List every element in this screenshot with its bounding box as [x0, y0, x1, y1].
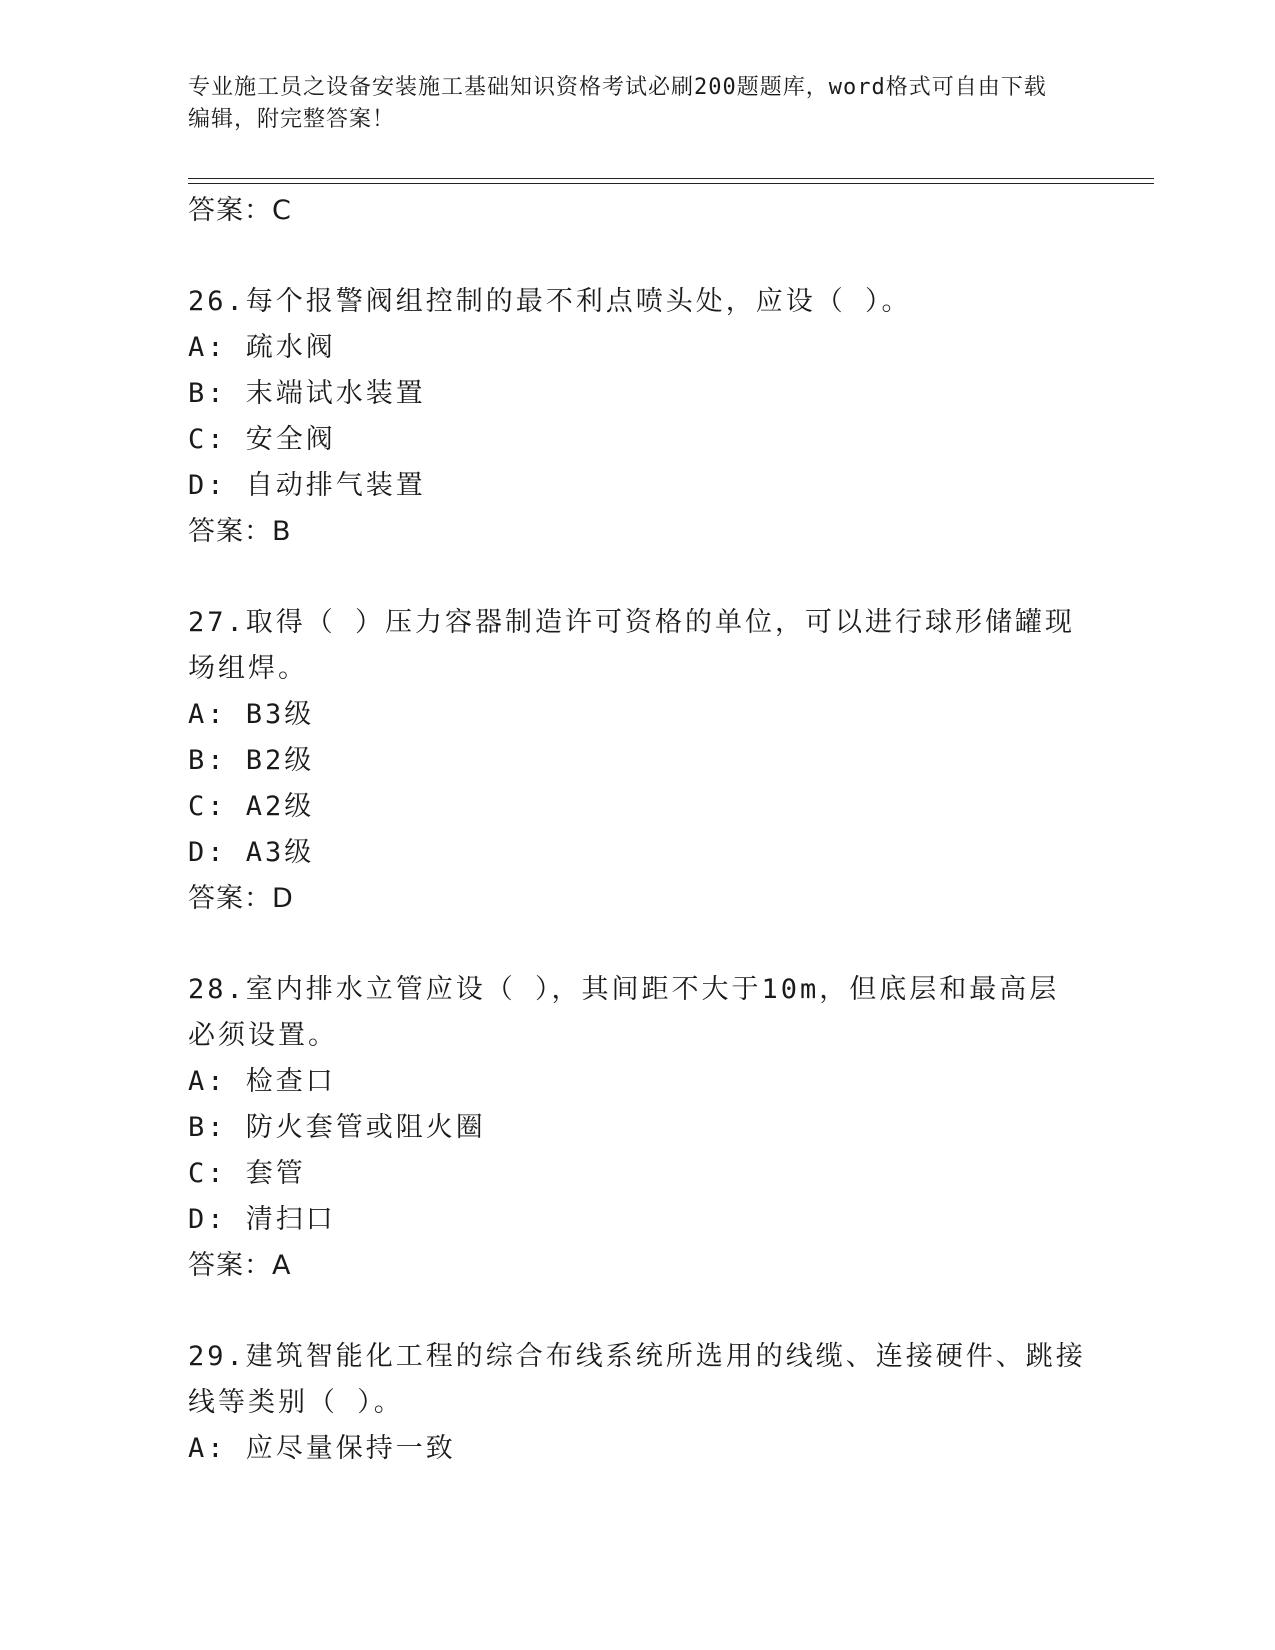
- question-text: 28.室内排水立管应设（ ），其间距不大于10m，但底层和最高层必须设置。: [188, 974, 1060, 1051]
- answer-line: 答案：C: [188, 195, 292, 226]
- option-b: B: 防火套管或阻火圈: [188, 1112, 486, 1143]
- option-c: C: A2级: [188, 791, 315, 822]
- option-d: D: A3级: [188, 837, 315, 868]
- question-26: [188, 279, 1088, 555]
- question-27: [188, 600, 1088, 922]
- question-28: [188, 967, 1088, 1289]
- option-a: A: 检查口: [188, 1066, 336, 1097]
- question-29: [188, 1334, 1088, 1472]
- option-c: C: 安全阀: [188, 424, 336, 455]
- option-d: D: 清扫口: [188, 1204, 336, 1235]
- header-rule-bottom: [188, 183, 1154, 184]
- question-text: 29.建筑智能化工程的综合布线系统所选用的线缆、连接硬件、跳接线等类别（ ）。: [188, 1341, 1086, 1418]
- answer-line: 答案：D: [188, 883, 294, 914]
- option-d: D: 自动排气装置: [188, 470, 426, 501]
- option-c: C: 套管: [188, 1158, 306, 1189]
- question-list: [188, 188, 1088, 1472]
- document-header: 专业施工员之设备安装施工基础知识资格考试必刷200题题库，word格式可自由下载编辑，附完整答案！: [188, 75, 1047, 132]
- option-a: A: 应尽量保持一致: [188, 1433, 456, 1464]
- header-rule-top: [188, 178, 1154, 179]
- option-b: B: B2级: [188, 745, 315, 776]
- question-text: 27.取得（ ）压力容器制造许可资格的单位，可以进行球形储罐现场组焊。: [188, 607, 1076, 684]
- question-text: 26.每个报警阀组控制的最不利点喷头处，应设（ ）。: [188, 286, 912, 317]
- answer-line: 答案：A: [188, 1250, 292, 1281]
- option-a: A: B3级: [188, 699, 315, 730]
- option-b: B: 末端试水装置: [188, 378, 426, 409]
- option-a: A: 疏水阀: [188, 332, 336, 363]
- answer-line: 答案：B: [188, 516, 292, 547]
